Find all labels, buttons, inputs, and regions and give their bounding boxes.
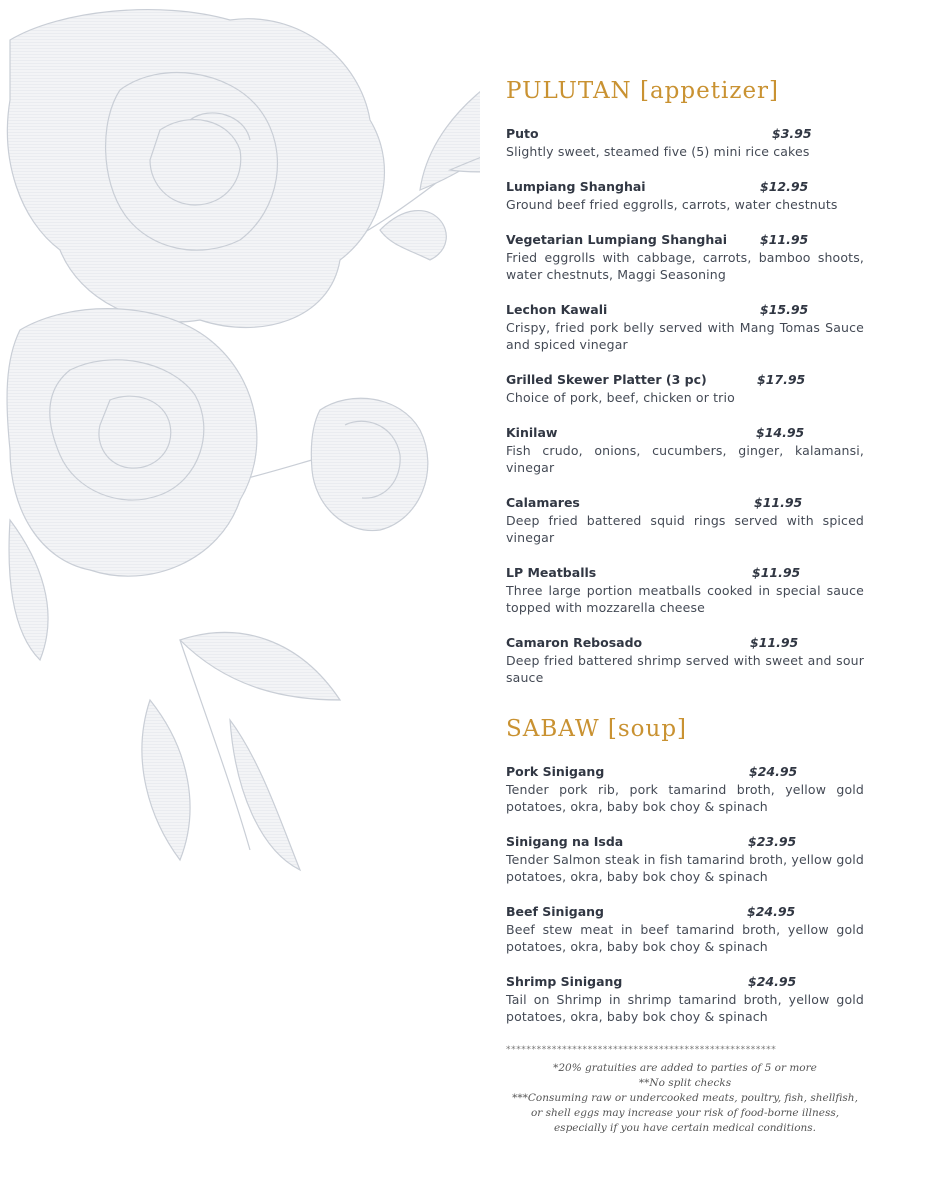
footnote-health-warning: ***Consuming raw or undercooked meats, poultry, fish, shellfish, or shell eggs may increase your risk of food-borne illness, especially if you have certain medical conditions. [512, 1092, 858, 1134]
menu-item [506, 565, 864, 616]
menu-item [506, 372, 864, 406]
menu-column [506, 78, 864, 1136]
item-description: Deep fried battered squid rings served with spiced vinegar [506, 513, 864, 545]
item-price: $24.95 [748, 974, 797, 989]
item-price: $24.95 [747, 904, 796, 919]
item-price: $24.95 [749, 764, 798, 779]
item-price: $11.95 [750, 635, 799, 650]
menu-item [506, 179, 864, 213]
item-price: $15.95 [760, 302, 809, 317]
item-description: Tail on Shrimp in shrimp tamarind broth, yellow gold potatoes, okra, baby bok choy & spinach [506, 992, 864, 1024]
menu-item [506, 232, 864, 283]
item-price: $3.95 [772, 126, 812, 141]
item-description: Deep fried battered shrimp served with sweet and sour sauce [506, 653, 864, 685]
item-description: Fish crudo, onions, cucumbers, ginger, kalamansi, vinegar [506, 443, 864, 475]
item-price: $17.95 [757, 372, 806, 387]
item-description: Beef stew meat in beef tamarind broth, yellow gold potatoes, okra, baby bok choy & spinach [506, 922, 864, 954]
item-name: Vegetarian Lumpiang Shanghai [506, 232, 727, 247]
menu-item [506, 904, 864, 955]
menu-item [506, 425, 864, 476]
section-title-appetizer: PULUTAN [appetizer] [506, 78, 780, 104]
item-name: LP Meatballs [506, 565, 597, 580]
menu-item [506, 495, 864, 546]
item-description: Three large portion meatballs cooked in special sauce topped with mozzarella cheese [506, 583, 864, 615]
item-price: $11.95 [760, 232, 809, 247]
footnote-gratuity: *20% gratuities are added to parties of 5 or more [553, 1062, 817, 1074]
item-name: Sinigang na Isda [506, 834, 624, 849]
item-name: Puto [506, 126, 539, 141]
item-name: Lumpiang Shanghai [506, 179, 646, 194]
item-name: Kinilaw [506, 425, 558, 440]
item-name: Shrimp Sinigang [506, 974, 623, 989]
item-description: Crispy, fried pork belly served with Mang Tomas Sauce and spiced vinegar [506, 320, 864, 352]
item-description: Slightly sweet, steamed five (5) mini rice cakes [506, 144, 810, 159]
item-name: Pork Sinigang [506, 764, 605, 779]
menu-item [506, 834, 864, 885]
item-price: $11.95 [752, 565, 801, 580]
item-description: Choice of pork, beef, chicken or trio [506, 390, 735, 405]
item-description: Tender Salmon steak in fish tamarind broth, yellow gold potatoes, okra, baby bok choy & spinach [506, 852, 864, 884]
menu-item [506, 635, 864, 686]
footnotes [506, 1061, 864, 1136]
footnote-split-checks: **No split checks [638, 1077, 732, 1089]
menu-item [506, 764, 864, 815]
item-price: $14.95 [756, 425, 805, 440]
item-name: Camaron Rebosado [506, 635, 643, 650]
item-price: $12.95 [760, 179, 809, 194]
floral-illustration [0, 0, 480, 900]
divider-stars: ***************************************************** [506, 1045, 777, 1055]
soup-list [506, 764, 864, 1025]
item-description: Fried eggrolls with cabbage, carrots, bamboo shoots, water chestnuts, Maggi Seasoning [506, 250, 864, 282]
menu-item [506, 126, 864, 160]
item-price: $11.95 [754, 495, 803, 510]
item-description: Tender pork rib, pork tamarind broth, yellow gold potatoes, okra, baby bok choy & spinach [506, 782, 864, 814]
menu-item [506, 302, 864, 353]
item-name: Lechon Kawali [506, 302, 608, 317]
item-name: Beef Sinigang [506, 904, 604, 919]
section-title-soup: SABAW [soup] [506, 716, 688, 742]
menu-item [506, 974, 864, 1025]
item-price: $23.95 [748, 834, 797, 849]
item-name: Grilled Skewer Platter (3 pc) [506, 372, 707, 387]
item-name: Calamares [506, 495, 580, 510]
item-description: Ground beef fried eggrolls, carrots, water chestnuts [506, 197, 838, 212]
appetizer-list [506, 126, 864, 686]
